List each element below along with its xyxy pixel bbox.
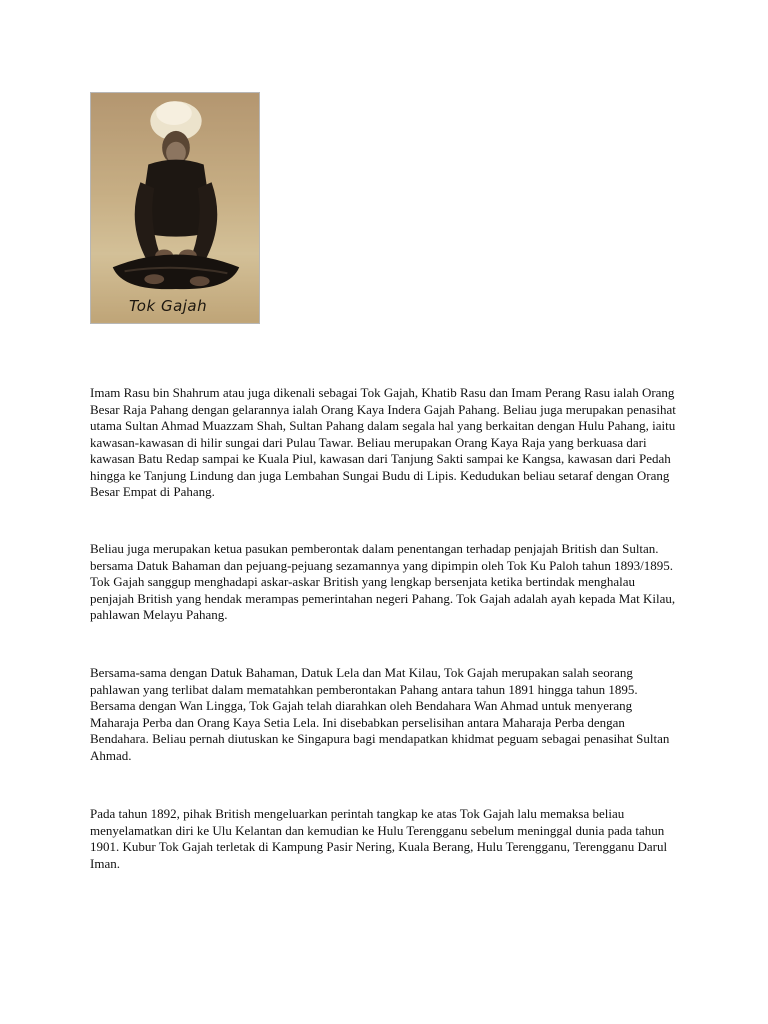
paragraph-rebellion-leader: Beliau juga merupakan ketua pasukan pemberontak dalam penentangan terhadap penjajah British dan Sultan. bersama Datuk Bahaman dan pejuang-pejuang sezamannya yang dipimpin oleh Tok Ku Paloh tahun 1893/1895. Tok Gajah sanggup menghadapi askar-askar British yang lengkap bersenjata ketika bertindak menghalau penjajah British yang hendak merampas pemerintahan negeri Pahang. Tok Gajah adalah ayah kepada Mat Kilau, pahlawan Melayu Pahang. xyxy=(90,541,676,622)
tok-gajah-portrait-photo xyxy=(90,92,260,324)
paragraph-pahang-war: Bersama-sama dengan Datuk Bahaman, Datuk Lela dan Mat Kilau, Tok Gajah merupakan salah seorang pahlawan yang terlibat dalam mematahkan pemberontakan Pahang antara tahun 1891 hingga tahun 1895. Bersama dengan Wan Lingga, Tok Gajah telah diarahkan oleh Bendahara Wan Ahmad untuk menyerang Maharaja Perba dan Orang Kaya Setia Lela. Ini disebabkan perselisihan antara Maharaja Perba dengan Bendahara. Beliau pernah diutuskan ke Singapura bagi mendapatkan khidmat peguam sebagai penasihat Sultan Ahmad. xyxy=(90,665,670,763)
seated-figure-illustration xyxy=(91,93,259,323)
photo-caption: Tok Gajah xyxy=(129,297,208,315)
paragraph-final-years: Pada tahun 1892, pihak British mengeluarkan perintah tangkap ke atas Tok Gajah lalu memaksa beliau menyelamatkan diri ke Ulu Kelantan dan kemudian ke Hulu Terengganu sebelum meninggal dunia pada tahun 1901. Kubur Tok Gajah terletak di Kampung Pasir Nering, Kuala Berang, Hulu Terengganu, Terengganu Darul Iman. xyxy=(90,806,668,871)
paragraph-introduction: Imam Rasu bin Shahrum atau juga dikenali sebagai Tok Gajah, Khatib Rasu dan Imam Perang Rasu ialah Orang Besar Raja Pahang dengan gelarannya ialah Orang Kaya Indera Gajah Pahang. Beliau juga merupakan penasihat utama Sultan Ahmad Muazzam Shah, Sultan Pahang dalam segala hal yang berkaitan dengan Hulu Pahang, iaitu kawasan-kawasan di hilir sungai dari Pulau Tawar. Beliau merupakan Orang Kaya Raja yang berkuasa dari kawasan Batu Redap sampai ke Kuala Piul, kawasan dari Tanjung Sakti sampai ke Kangsa, kawasan dari Pedah hingga ke Tanjung Lindung dan juga Lembahan Sungai Budu di Lipis. Kedudukan beliau setaraf dengan Orang Besar Empat di Pahang. xyxy=(90,385,676,499)
